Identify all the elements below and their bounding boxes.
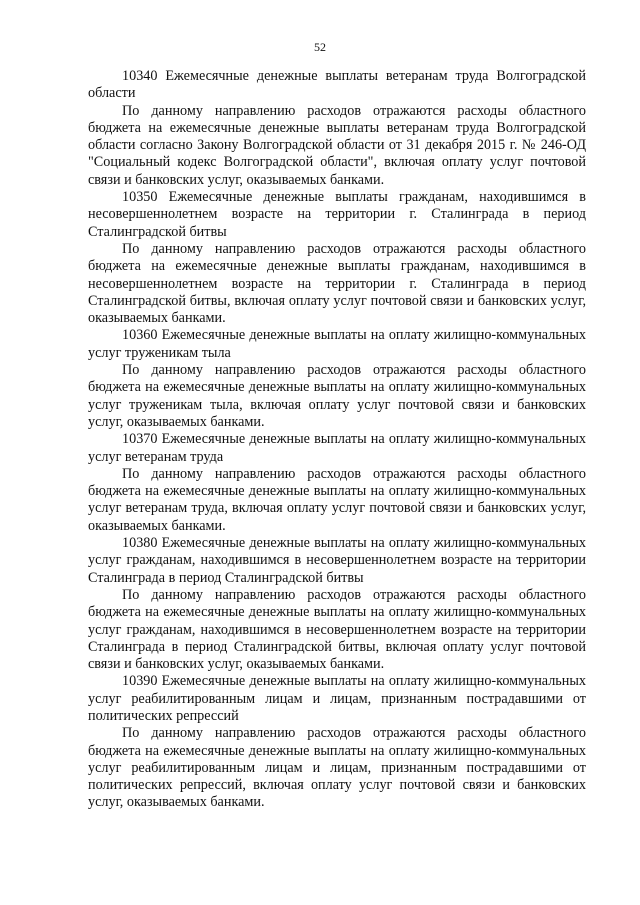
section-heading-10370: 10370 Ежемесячные денежные выплаты на оплату жилищно-коммунальных услуг ветеранам труда [88,431,586,465]
section-body-10380: По данному направлению расходов отражаются расходы областного бюджета на ежемесячные денежные выплаты на оплату жилищно-коммунальных услуг гражданам, находившимся в несовершеннолетнем возрасте на территории Сталинграда в период Сталинградской битвы, включая оплату услуг почтовой связи и банковских услуг, оказываемых банками. [88,586,586,673]
page-number: 52 [314,40,326,54]
section-body-10390: По данному направлению расходов отражаются расходы областного бюджета на ежемесячные денежные выплаты на оплату жилищно-коммунальных услуг реабилитированным лицам и лицам, признанным пострадавшими от политических репрессий, включая оплату услуг почтовой связи и банковских услуг, оказываемых банками. [88,725,586,811]
document-body [88,68,586,812]
section-body-10360: По данному направлению расходов отражаются расходы областного бюджета на ежемесячные денежные выплаты на оплату жилищно-коммунальных услуг труженикам тыла, включая оплату услуг почтовой связи и банковских услуг, оказываемых банками. [88,362,586,430]
section-heading-10350: 10350 Ежемесячные денежные выплаты гражданам, находившимся в несовершеннолетнем возрасте на территории г. Сталинграда в период Сталинградской битвы [88,189,586,240]
section-heading-10340: 10340 Ежемесячные денежные выплаты ветеранам труда Волгоградской области [88,68,586,102]
section-heading-10380: 10380 Ежемесячные денежные выплаты на оплату жилищно-коммунальных услуг гражданам, находившимся в несовершеннолетнем возрасте на территории Сталинграда в период Сталинградской битвы [88,535,586,586]
section-body-10350: По данному направлению расходов отражаются расходы областного бюджета на ежемесячные денежные выплаты гражданам, находившимся в несовершеннолетнем возрасте на территории г. Сталинграда в период Сталинградской битвы, включая оплату услуг почтовой связи и банковских услуг, оказываемых банками. [88,240,586,327]
section-body-10370: По данному направлению расходов отражаются расходы областного бюджета на ежемесячные денежные выплаты на оплату жилищно-коммунальных услуг ветеранам труда, включая оплату услуг почтовой связи и банковских услуг, оказываемых банками. [88,465,586,534]
section-heading-10390: 10390 Ежемесячные денежные выплаты на оплату жилищно-коммунальных услуг реабилитированным лицам и лицам, признанным пострадавшими от политических репрессий [88,673,586,724]
section-heading-10360: 10360 Ежемесячные денежные выплаты на оплату жилищно-коммунальных услуг труженикам тыла [88,327,586,361]
section-body-10340: По данному направлению расходов отражаются расходы областного бюджета на ежемесячные денежные выплаты ветеранам труда Волгоградской области согласно Закону Волгоградской области от 31 декабря 2015 г. № 246-ОД "Социальный кодекс Волгоградской области", включая оплату услуг почтовой связи и банковских услуг, оказываемых банками. [88,102,586,188]
